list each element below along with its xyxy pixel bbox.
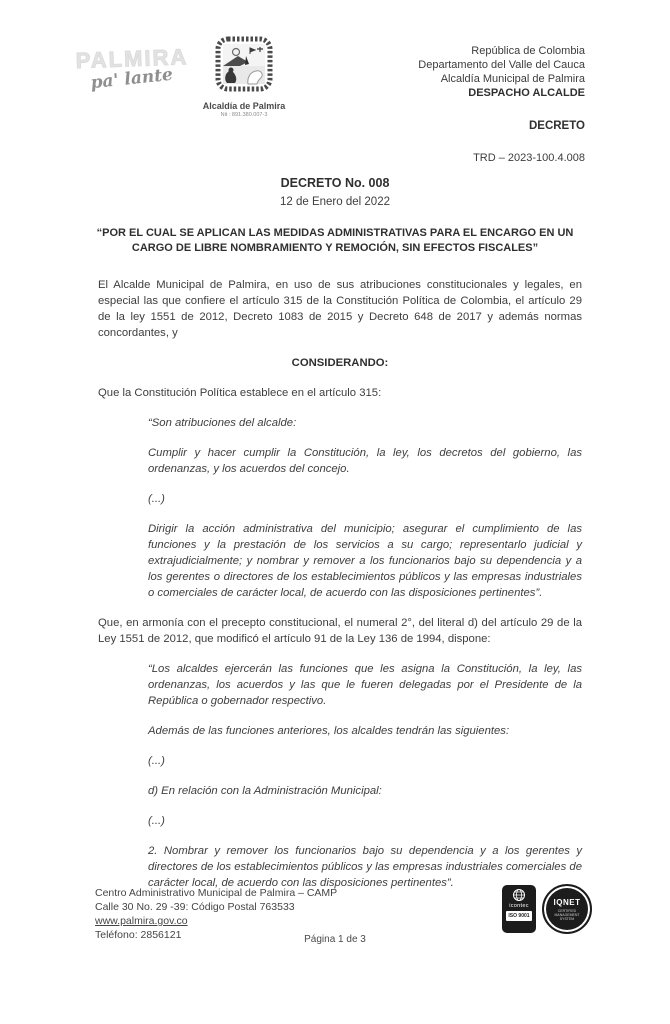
quote-cumplir: Cumplir y hacer cumplir la Constitución, la ley, los decretos del gobierno, las ordenanzas, y los acuerdos del concejo. xyxy=(148,447,582,475)
crest-nit: Nit : 891.380.007-3 xyxy=(220,112,268,118)
iqnet-sub-label: CERTIFIED MANAGEMENT SYSTEM xyxy=(554,908,580,921)
footer-phone: Teléfono: 2856121 xyxy=(95,929,182,941)
certification-badges xyxy=(502,884,592,934)
letterhead-municipality: Alcaldía Municipal de Palmira xyxy=(440,73,585,85)
quote-alcaldes-ejerceran: “Los alcaldes ejercerán las funciones que les asigna la Constitución, la ley, las ordenanzas, los acuerdos y las que le fueren delegadas por el Presidente de la República o gobernador respectivo. xyxy=(148,663,582,707)
icontec-label: icontec xyxy=(509,903,529,909)
quote-nombrar-remover: 2. Nombrar y remover los funcionarios bajo su dependencia y a los gerentes y directores de los establecimientos públicos y las empresas industriales comerciales de carácter local, de acuerdo con las disposiciones pertinentes”. xyxy=(148,845,582,889)
palmira-brand-watermark xyxy=(75,44,196,94)
considerando-heading: CONSIDERANDO: xyxy=(291,357,389,369)
intro-paragraph: El Alcalde Municipal de Palmira, en uso de sus atribuciones constitucionales y legales, en especial las que confiere el artículo 315 de la Constitución Política de Colombia, el artículo 29 de la ley 1551 de 2012, Decreto 1083 de 2015 y Decreto 648 de 2017 y además normas concordantes, y xyxy=(98,279,582,339)
decree-date: 12 de Enero del 2022 xyxy=(280,196,390,208)
document-type-label: DECRETO xyxy=(528,120,585,132)
letterhead-office: DESPACHO ALCALDE xyxy=(468,87,585,99)
quote-ademas-funciones: Además de las funciones anteriores, los alcaldes tendrán las siguientes: xyxy=(148,725,510,737)
footer-website-link[interactable]: www.palmira.gov.co xyxy=(95,915,188,927)
paragraph-constitucion: Que la Constitución Política establece en el artículo 315: xyxy=(98,387,382,399)
quote-ellipsis-3: (...) xyxy=(148,815,165,827)
crest-caption: Alcaldía de Palmira xyxy=(202,101,286,111)
iqnet-cert-icon xyxy=(542,884,592,934)
quote-atribuciones: “Son atribuciones del alcalde: xyxy=(148,417,297,429)
letterhead-block xyxy=(418,44,585,100)
quote-dirigir: Dirigir la acción administrativa del municipio; asegurar el cumplimiento de las funciones y la prestación de los servicios a su cargo; representarlo judicial y extrajudicialmente; y nombrar y remover a los funcionarios bajo su dependencia y a los gerentes o directores de los establecimientos públicos y las empresas industriales o comerciales de carácter local, de acuerdo con las disposiciones pertinentes”. xyxy=(148,523,582,599)
icontec-cert-icon xyxy=(502,885,536,933)
footer-address-line1: Centro Administrativo Municipal de Palmira – CAMP xyxy=(95,887,338,899)
page-number: Página 1 de 3 xyxy=(304,934,366,945)
quote-ellipsis-2: (...) xyxy=(148,755,165,767)
footer-address-line2: Calle 30 No. 29 -39: Código Postal 763533 xyxy=(95,901,295,913)
title-block xyxy=(0,176,670,256)
paragraph-ley-1551: Que, en armonía con el precepto constitucional, el numeral 2°, del literal d) del artículo 29 de la Ley 1551 de 2012, que modificó el artículo 91 de la Ley 136 de 1994, dispone: xyxy=(98,617,582,645)
decree-number: DECRETO No. 008 xyxy=(280,176,390,190)
palmira-watermark-text: PALMIRA xyxy=(75,44,189,74)
municipal-crest xyxy=(198,36,290,118)
icontec-globe-icon xyxy=(512,888,526,902)
pa-lante-script-text: pa' lante xyxy=(89,64,174,94)
quote-ellipsis-1: (...) xyxy=(148,493,165,505)
iqnet-label: IQNET xyxy=(553,897,581,907)
iso-9001-label: ISO 9001 xyxy=(506,911,532,921)
quote-administracion-municipal: d) En relación con la Administración Municipal: xyxy=(148,785,382,797)
trd-reference: TRD – 2023-100.4.008 xyxy=(473,152,585,164)
letterhead-republic: República de Colombia xyxy=(471,45,585,57)
palmira-shield-icon xyxy=(212,81,276,98)
decree-subject: “POR EL CUAL SE APLICAN LAS MEDIDAS ADMINISTRATIVAS PARA EL ENCARGO EN UN CARGO DE LIBRE NOMBRAMIENTO Y REMOCIÓN, SIN EFECTOS FISCALES” xyxy=(96,227,574,254)
decree-body xyxy=(98,277,582,905)
letterhead-department: Departamento del Valle del Cauca xyxy=(418,59,585,71)
